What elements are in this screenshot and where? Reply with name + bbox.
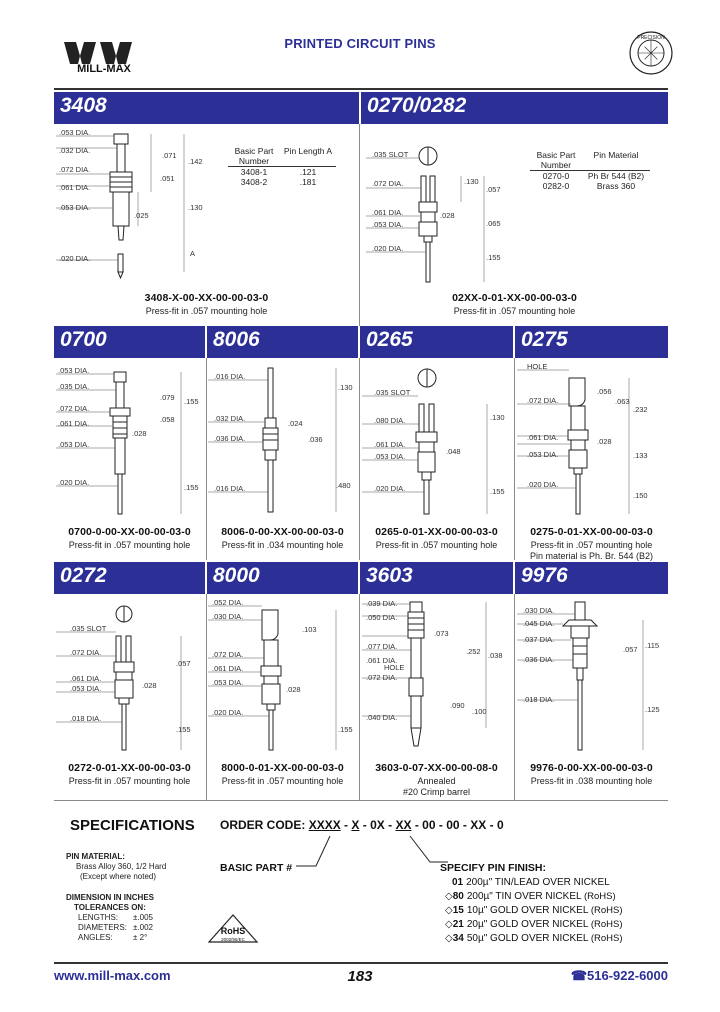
dim-label: .039 DIA.	[366, 599, 398, 608]
finish-code: 80	[452, 891, 464, 902]
dim-label: .077 DIA.	[366, 642, 398, 651]
dim-label: .053 DIA.	[59, 128, 91, 137]
dim-label: .028	[597, 437, 612, 446]
part-code-0700: 0700-0-00-XX-00-00-03-0	[68, 526, 191, 538]
dim-label: .024	[288, 419, 303, 428]
band-3408	[54, 92, 359, 124]
dim-label: .071	[162, 151, 177, 160]
note-9976: Press-fit in .038 mounting hole	[530, 776, 653, 786]
order-code-sep: -	[388, 818, 393, 832]
dim-label: .028	[286, 685, 301, 694]
dim-label: .155	[486, 253, 501, 262]
dim-label: .051	[160, 174, 175, 183]
table-cell: 0270-0	[542, 171, 570, 181]
dim-label: .030 DIA.	[212, 612, 244, 621]
note-8000: Press-fit in .057 mounting hole	[221, 776, 344, 786]
note-0270: Press-fit in .057 mounting hole	[453, 306, 576, 316]
part-number-3408: 3408	[60, 94, 107, 117]
dim-label: .090	[450, 701, 465, 710]
finish-code: 01	[452, 877, 464, 888]
part-number-8000: 8000	[213, 564, 260, 587]
figure-0265	[362, 360, 512, 524]
dim-label: .036	[308, 435, 323, 444]
finish-rohs: (RoHS)	[590, 933, 623, 944]
dim-label: .035 SLOT	[374, 388, 411, 397]
finish-title: SPECIFY PIN FINISH:	[440, 862, 546, 874]
page-number: 183	[347, 968, 373, 985]
specifications-title: SPECIFICATIONS	[70, 817, 195, 834]
table-cell: .181	[299, 177, 317, 187]
order-code-part: 0X	[370, 818, 385, 832]
table-cell: 0282-0	[542, 181, 570, 191]
note-8006: Press-fit in .034 mounting hole	[221, 540, 344, 550]
pin-material-label: PIN MATERIAL:	[66, 852, 125, 861]
finish-text: 20µ" GOLD OVER NICKEL	[466, 919, 589, 930]
dim-label: .057	[486, 185, 501, 194]
finish-text: 200µ" TIN OVER NICKEL	[466, 891, 582, 902]
order-code-sep: -	[414, 818, 419, 832]
tolerance-row	[78, 923, 158, 933]
dim-label: .065	[486, 219, 501, 228]
dim-label: .130	[188, 203, 203, 212]
tolerance-row	[78, 933, 158, 943]
logo-text: MILL-MAX	[77, 63, 131, 75]
tolerance-value: ±.002	[133, 923, 153, 932]
pin-material-line: Brass Alloy 360, 1/2 Hard	[76, 862, 167, 871]
note-3603: Annealed	[417, 776, 456, 786]
order-code-leaders	[290, 832, 460, 872]
dim-label: .058	[160, 415, 175, 424]
dim-label: .053 DIA.	[374, 452, 406, 461]
note-0275-material: Pin material is Ph. Br. 544 (B2)	[529, 551, 654, 561]
part-number-0270: 0270/0282	[367, 94, 467, 117]
note-0700: Press-fit in .057 mounting hole	[68, 540, 191, 550]
table-cell: 3408-2	[240, 177, 268, 187]
finish-code: 34	[452, 933, 464, 944]
part-code-0270: 02XX-0-01-XX-00-00-03-0	[452, 292, 577, 304]
part-number-0272: 0272	[60, 564, 107, 587]
band-8000	[207, 562, 358, 594]
dim-label: .053 DIA.	[212, 678, 244, 687]
dim-label: .035 DIA.	[58, 382, 90, 391]
dim-label: .020 DIA.	[212, 708, 244, 717]
dim-label: .020 DIA.	[58, 478, 90, 487]
dim-label: .155	[184, 483, 199, 492]
finish-rohs: (RoHS)	[590, 919, 623, 930]
dim-label: .035 SLOT	[70, 624, 107, 633]
band-0272	[54, 562, 205, 594]
part-code-3408: 3408-X-00-XX-00-00-03-0	[144, 292, 269, 304]
dim-label: .028	[142, 681, 157, 690]
figure-8006	[208, 360, 358, 524]
finish-code: 15	[452, 905, 464, 916]
order-code-sep: -	[438, 818, 443, 832]
dim-label: .016 DIA.	[214, 372, 246, 381]
footer-rule	[54, 962, 668, 964]
part-code-0275: 0275-0-01-XX-00-00-03-0	[530, 526, 653, 538]
table-header: Basic Part Number	[536, 150, 576, 170]
dim-label: .130	[464, 177, 479, 186]
dim-label: .142	[188, 157, 203, 166]
order-code-part: XX	[395, 818, 412, 832]
finish-code: 21	[452, 919, 464, 930]
finish-text: 10µ" GOLD OVER NICKEL	[466, 905, 589, 916]
tolerance-value: ± 2°	[133, 933, 148, 942]
dim-label: .053 DIA.	[70, 684, 102, 693]
dim-label: .020 DIA.	[59, 254, 91, 263]
dim-label: .072 DIA.	[70, 648, 102, 657]
header-rule	[54, 88, 668, 90]
part-code-8006: 8006-0-00-XX-00-00-03-0	[221, 526, 344, 538]
dim-label: .252	[466, 647, 481, 656]
dim-label: .232	[633, 405, 648, 414]
dim-label: .045 DIA.	[523, 619, 555, 628]
dim-label: .053 DIA.	[527, 450, 559, 459]
diamond-icon: ◇	[445, 919, 453, 930]
dim-label: .028	[132, 429, 147, 438]
dim-label: .036 DIA.	[523, 655, 555, 664]
finish-text: 50µ" GOLD OVER NICKEL	[466, 933, 589, 944]
section-rule	[54, 800, 668, 801]
dim-label: .032 DIA.	[59, 146, 91, 155]
dim-label: .072 DIA.	[527, 396, 559, 405]
dim-label: .480	[336, 481, 351, 490]
part-number-0265: 0265	[366, 328, 413, 351]
table-cell: .121	[299, 167, 317, 177]
seal-text: PRECISION	[637, 35, 665, 41]
dim-label: .052 DIA.	[212, 598, 244, 607]
part-number-0275: 0275	[521, 328, 568, 351]
dim-label: .072 DIA.	[59, 165, 91, 174]
table-header: Basic Part Number	[234, 146, 274, 166]
part-number-9976: 9976	[521, 564, 568, 587]
dim-label: .061 DIA.	[372, 208, 404, 217]
dim-label: .103	[302, 625, 317, 634]
dim-label: .020 DIA.	[374, 484, 406, 493]
dim-label: .072 DIA.	[212, 650, 244, 659]
part-code-0272: 0272-0-01-XX-00-00-03-0	[68, 762, 191, 774]
dim-label: .030 DIA.	[523, 606, 555, 615]
dim-label: .028	[440, 211, 455, 220]
dim-label: .061 DIA.	[374, 440, 406, 449]
finish-rohs: (RoHS)	[590, 905, 623, 916]
tolerance-name: DIAMETERS:	[78, 923, 127, 932]
order-code-sep: -	[362, 818, 367, 832]
figure-3408	[56, 126, 206, 292]
tolerance-name: LENGTHS:	[78, 913, 119, 922]
finish-option	[445, 905, 622, 916]
figure-0275	[517, 360, 667, 524]
band-3603	[360, 562, 513, 594]
part-number-8006: 8006	[213, 328, 260, 351]
dim-label: .125	[645, 705, 660, 714]
figure-0272	[56, 596, 204, 760]
order-code-label: ORDER CODE:	[220, 818, 306, 832]
dim-label: .130	[490, 413, 505, 422]
finish-rohs: (RoHS)	[583, 891, 616, 902]
figure-8000	[208, 596, 358, 760]
divider	[359, 124, 360, 326]
dim-label: .155	[338, 725, 353, 734]
dim-label: .020 DIA.	[372, 244, 404, 253]
figure-0270	[366, 126, 516, 292]
dim-label: .037 DIA.	[523, 635, 555, 644]
finish-option	[445, 919, 622, 930]
finish-text: 200µ" TIN/LEAD OVER NICKEL	[466, 877, 610, 888]
finish-option	[445, 933, 622, 944]
part-number-0700: 0700	[60, 328, 107, 351]
dim-label: .100	[472, 707, 487, 716]
precision-seal-icon	[628, 30, 674, 76]
finish-option	[445, 891, 616, 902]
order-code-part: XX	[470, 818, 487, 832]
tolerance-value: ±.005	[133, 913, 153, 922]
dim-label: .133	[633, 451, 648, 460]
order-code-part: 00	[422, 818, 436, 832]
dim-label: .061 DIA.	[212, 664, 244, 673]
order-code-part: X	[351, 818, 360, 832]
band-0265	[360, 326, 513, 358]
band-8006	[207, 326, 358, 358]
rohs-badge-icon	[205, 912, 261, 946]
table-cell: Brass 360	[596, 181, 636, 191]
figure-9976	[517, 596, 667, 760]
order-code-part: 00	[446, 818, 460, 832]
part-code-0265: 0265-0-01-XX-00-00-03-0	[375, 526, 498, 538]
order-code-part: XXXX	[308, 818, 341, 832]
website-link[interactable]: www.mill-max.com	[54, 968, 171, 983]
figure-3603	[362, 596, 512, 760]
note-0265: Press-fit in .057 mounting hole	[375, 540, 498, 550]
dim-label: .053 DIA.	[372, 220, 404, 229]
dim-label: .056	[597, 387, 612, 396]
dim-label: .018 DIA.	[70, 714, 102, 723]
note-0275: Press-fit in .057 mounting hole	[530, 540, 653, 550]
order-code-part: 0	[496, 818, 504, 832]
dim-label: .063	[615, 397, 630, 406]
dim-inches-label: DIMENSION IN INCHES	[66, 893, 155, 902]
order-code-sep: -	[489, 818, 494, 832]
table-header: Pin Material	[593, 150, 639, 160]
tolerance-row	[78, 913, 158, 923]
dim-label: .018 DIA.	[523, 695, 555, 704]
band-0270	[361, 92, 668, 124]
dim-label: .053 DIA.	[58, 366, 90, 375]
dim-label: .048	[446, 447, 461, 456]
table-cell: Ph Br 544 (B2)	[587, 171, 645, 181]
note-3603-barrel: #20 Crimp barrel	[402, 787, 471, 797]
tolerance-name: ANGLES:	[78, 933, 113, 942]
dim-label: .073	[434, 629, 449, 638]
dim-label: .061 DIA.	[527, 433, 559, 442]
page-title: PRINTED CIRCUIT PINS	[284, 36, 436, 51]
dim-label: .155	[490, 487, 505, 496]
dim-label: .032 DIA.	[214, 414, 246, 423]
dim-label: .053 DIA.	[59, 203, 91, 212]
dim-label: .079	[160, 393, 175, 402]
part-code-3603: 3603-0-07-XX-00-00-08-0	[375, 762, 498, 774]
dim-label: .072 DIA.	[58, 404, 90, 413]
dim-label: .057	[623, 645, 638, 654]
dim-label: .150	[633, 491, 648, 500]
dim-label: .061 DIA.	[70, 674, 102, 683]
note-3408: Press-fit in .057 mounting hole	[145, 306, 268, 316]
dim-label: .130	[338, 383, 353, 392]
dim-label: .155	[184, 397, 199, 406]
order-code-sep: -	[344, 818, 349, 832]
dim-label: .038	[488, 651, 503, 660]
dim-label: .072 DIA.	[366, 673, 398, 682]
order-code-sep: -	[462, 818, 467, 832]
dim-label: .050 DIA.	[366, 613, 398, 622]
band-9976	[515, 562, 668, 594]
part-code-8000: 8000-0-01-XX-00-00-03-0	[221, 762, 344, 774]
dim-label: HOLE	[384, 663, 405, 672]
table-header: Pin Length A	[283, 146, 333, 156]
dim-label: .155	[176, 725, 191, 734]
part-number-3603: 3603	[366, 564, 413, 587]
order-code	[220, 818, 504, 832]
note-0272: Press-fit in .057 mounting hole	[68, 776, 191, 786]
diamond-icon: ◇	[445, 905, 453, 916]
table-3408	[228, 146, 336, 187]
rohs-badge-sub: 2002/95/EC	[221, 937, 245, 942]
diamond-icon: ◇	[445, 933, 453, 944]
basic-part-label: BASIC PART #	[220, 862, 293, 874]
dim-label: .036 DIA.	[214, 434, 246, 443]
band-0700	[54, 326, 205, 358]
finish-option	[452, 877, 610, 888]
dim-label: .072 DIA.	[372, 179, 404, 188]
dim-label: .061 DIA.	[58, 419, 90, 428]
phone-number: ☎516-922-6000	[570, 968, 668, 983]
dim-label: .040 DIA.	[366, 713, 398, 722]
dim-label: .053 DIA.	[58, 440, 90, 449]
dim-label: .016 DIA.	[214, 484, 246, 493]
table-cell: 3408-1	[240, 167, 268, 177]
part-code-9976: 9976-0-00-XX-00-00-03-0	[530, 762, 653, 774]
diamond-icon: ◇	[445, 891, 453, 902]
rohs-badge-text: RoHS	[220, 926, 246, 936]
dim-label: .061 DIA.	[366, 656, 398, 665]
dim-label: .061 DIA.	[59, 183, 91, 192]
dim-label: .115	[645, 641, 660, 650]
dim-label: .057	[176, 659, 191, 668]
band-0275	[515, 326, 668, 358]
dim-label: HOLE	[527, 362, 548, 371]
dim-label: .035 SLOT	[372, 150, 409, 159]
dim-label: .080 DIA.	[374, 416, 406, 425]
dim-label: A	[190, 249, 196, 258]
figure-0700	[56, 360, 204, 524]
table-0270	[530, 150, 650, 191]
dim-label: .020 DIA.	[527, 480, 559, 489]
pin-material-line: (Except where noted)	[80, 872, 157, 881]
dim-label: .025	[134, 211, 149, 220]
tolerances-label: TOLERANCES ON:	[74, 903, 146, 912]
